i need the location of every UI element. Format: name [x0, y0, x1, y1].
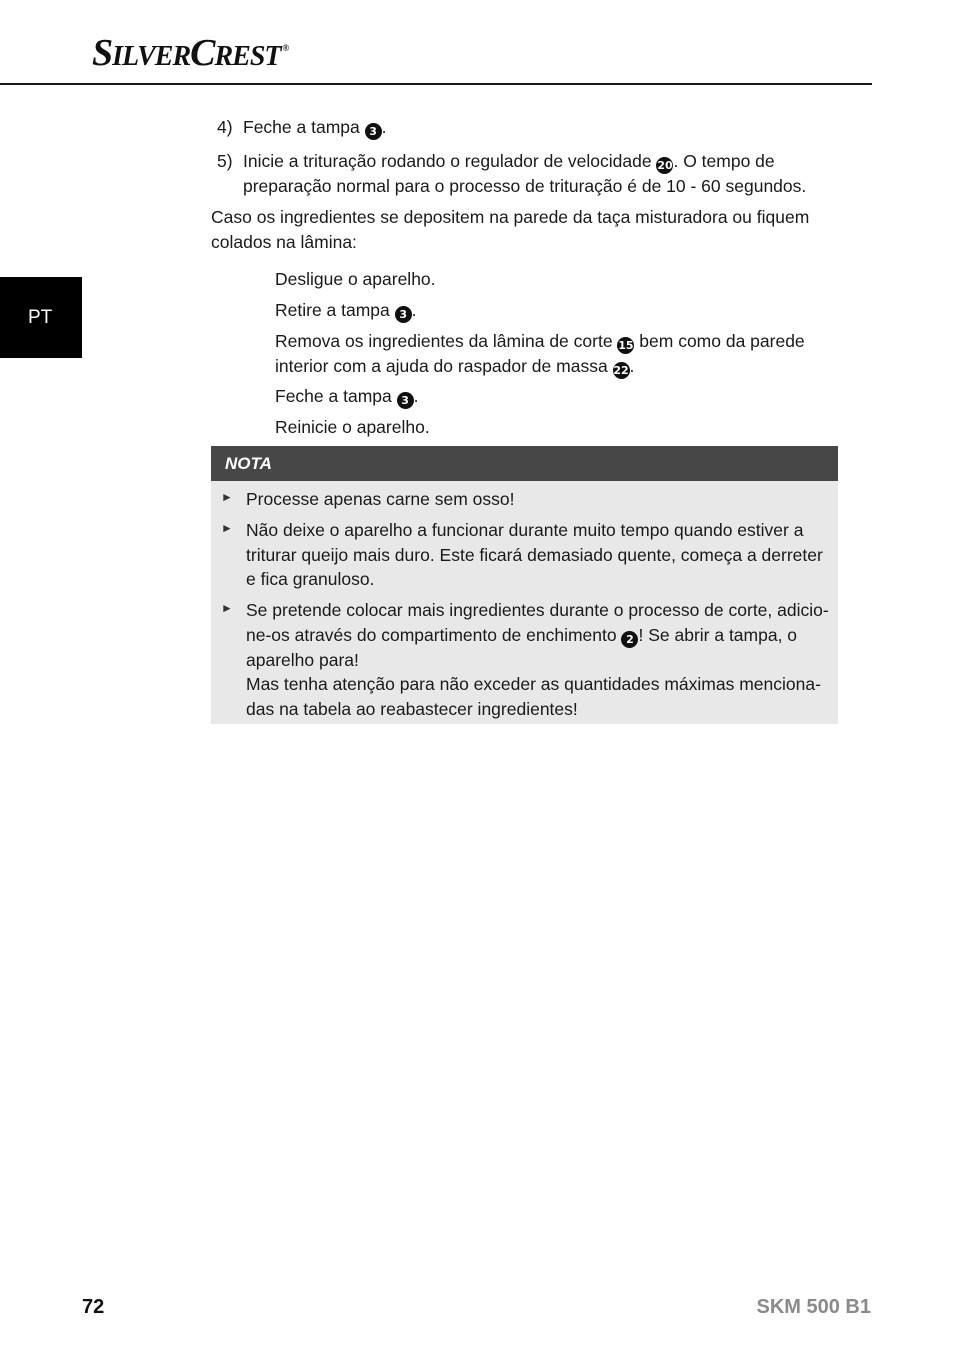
- bullet-arrow-icon: ►: [221, 521, 233, 535]
- note-bullet-3: Se pretende colocar mais ingredientes durante o processo de corte, adicio- ne-os através do compartimento de enchimento 2 ! Se abrir a tampa, o aparelho para! Mas tenha atenção para não exceder as quantidades máximas menciona- das na tabela ao reabastecer ingredientes!: [246, 600, 829, 719]
- step-5: 5) Inicie a trituração rodando o regulador de velocidade 20. O tempo de preparação normal para o processo de trituração é de 10 - 60 segundos.: [217, 151, 807, 196]
- intro-paragraph: Caso os ingredientes se depositem na parede da taça misturadora ou fiquem colados na lâmina:: [211, 207, 810, 252]
- note-bullet-2: Não deixe o aparelho a funcionar durante muito tempo quando estiver a triturar queijo mais duro. Este ficará demasiado quente, começa a derreter e fica granuloso.: [246, 520, 823, 589]
- model-number: SKM 500 B1: [756, 1296, 871, 1318]
- sub-step-3: Remova os ingredientes da lâmina de corte 15 bem como da parede interior com a ajuda do raspador de massa 22.: [275, 331, 805, 377]
- note-title: NOTA: [211, 446, 838, 481]
- ref-2-icon: 2: [621, 631, 638, 648]
- brand-logo: SILVERCREST ®: [92, 32, 289, 74]
- ref-15-icon: 15: [618, 339, 634, 352]
- bullet-arrow-icon: ►: [221, 490, 233, 504]
- sub-step-2: Retire a tampa 3 .: [275, 300, 417, 321]
- header-rule: [0, 83, 872, 85]
- ref-3-icon: 3: [395, 306, 412, 323]
- step-4: 4) Feche a tampa 3 .: [217, 117, 387, 138]
- sub-step-4: Feche a tampa 3 .: [275, 386, 419, 407]
- note-bullet-1: Processe apenas carne sem osso!: [246, 489, 515, 509]
- ref-3-icon: 3: [365, 123, 382, 140]
- sub-step-5: Reinicie o aparelho.: [275, 417, 430, 437]
- ref-3-icon: 3: [397, 392, 414, 409]
- page-number: 72: [82, 1296, 105, 1318]
- ref-20-icon: 20: [657, 159, 673, 172]
- language-tab: PT: [0, 277, 82, 358]
- ref-22-icon: 22: [613, 364, 629, 377]
- sub-step-1: Desligue o aparelho.: [275, 269, 436, 289]
- bullet-arrow-icon: ►: [221, 601, 233, 615]
